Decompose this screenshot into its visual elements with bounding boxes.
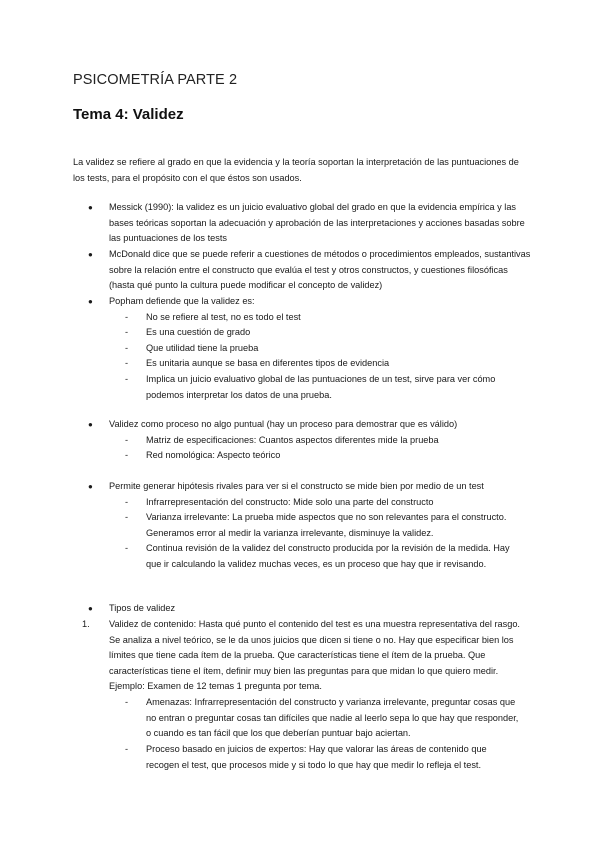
list-item-text: Tipos de validez [109,603,176,613]
list-item [88,200,533,247]
bullet-icon: ● [88,297,93,306]
bullet-icon: ● [88,420,93,429]
number-marker: 1. [82,619,90,629]
bullet-icon: ● [88,604,93,613]
sub-list-item [125,541,520,572]
sub-list-item [125,341,520,357]
list-item-text: Messick (1990): la validez es un juicio evaluativo global del grado en que la evidencia empírica y las bases teóricas soportan la adecuación y aprobación de las interpretaciones y acciones basadas sobre las puntuaciones de los tests [109,202,525,244]
sub-list-item-text: Varianza irrelevante: La prueba mide aspectos que no son relevantes para el constructo. Generamos error al medir la varianza irrelevante, disminuye la validez. [146,512,507,538]
bullet-icon: ● [88,250,93,259]
sub-list-item [125,495,520,511]
bullet-icon: ● [88,203,93,212]
list-item [88,479,533,495]
sub-list-item [125,310,520,326]
dash-marker: - [125,512,129,522]
dash-marker: - [125,543,129,553]
dash-marker: - [125,343,129,353]
document-title: PSICOMETRÍA PARTE 2 [73,72,238,88]
list-item [88,417,533,433]
list-item [88,247,533,294]
dash-marker: - [125,312,129,322]
sub-list-item-text: Infrarrepresentación del constructo: Mide solo una parte del constructo [146,497,434,507]
sub-list-item-text: Red nomológica: Aspecto teórico [146,450,281,460]
sub-list-item-text: Matriz de especificaciones: Cuantos aspectos diferentes mide la prueba [146,435,439,445]
dash-marker: - [125,744,129,754]
sub-list-item [125,433,520,449]
dash-marker: - [125,327,129,337]
dash-marker: - [125,374,129,384]
sub-list-item [125,325,520,341]
sub-list-item [125,742,520,773]
numbered-item [82,617,533,695]
sub-list-item-text: Amenazas: Infrarrepresentación del constructo y varianza irrelevante, preguntar cosas que no entran o preguntar cosas tan difíciles que nadie al leerlo sepa lo que hay que responder, o cuando es tan fácil que los que deberían puntuar bajo aciertan. [146,697,519,739]
sub-list-item-text: No se refiere al test, no es todo el test [146,312,301,322]
bullet-icon: ● [88,482,93,491]
list-item [88,294,533,310]
list-item-text: Validez como proceso no algo puntual (hay un proceso para demostrar que es válido) [109,419,458,429]
sub-list-item-text: Proceso basado en juicios de expertos: Hay que valorar las áreas de contenido que recogen el test, que procesos mide y si todo lo que hay que medir lo refleja el test. [146,744,487,770]
sub-list-item-text: Es unitaria aunque se basa en diferentes tipos de evidencia [146,358,390,368]
list-item-text: McDonald dice que se puede referir a cuestiones de métodos o procedimientos empleados, sustantivas sobre la relación entre el constructo que evalúa el test y otros constructos, y cuestiones filosóficas (hasta qué punto la cultura puede modificar el concepto de validez) [109,249,531,291]
section-heading: Tema 4: Validez [73,106,184,123]
dash-marker: - [125,497,129,507]
sub-list-item-text: Implica un juicio evaluativo global de las puntuaciones de un test, sirve para ver cómo podemos interpretar los datos de una prueba. [146,374,496,400]
list-item-text: Popham defiende que la validez es: [109,296,255,306]
sub-list-item [125,510,520,541]
sub-list-item-text: Que utilidad tiene la prueba [146,343,259,353]
sub-list-item [125,448,520,464]
dash-marker: - [125,435,129,445]
sub-list-item [125,695,520,742]
sub-list-item-text: Continua revisión de la validez del constructo producida por la revisión de la medida. Hay que ir calculando la validez muchas veces, es un proceso que hay que ir revisando. [146,543,510,569]
list-item-text: Permite generar hipótesis rivales para ver si el constructo se mide bien por medio de un test [109,481,484,491]
dash-marker: - [125,450,129,460]
dash-marker: - [125,697,129,707]
list-item [88,601,533,617]
sub-list-item-text: Es una cuestión de grado [146,327,251,337]
numbered-item-text: Validez de contenido: Hasta qué punto el contenido del test es una muestra representativa del rasgo. Se analiza a nivel teórico, se le da unos juicios que dicen si tiene o no. Hay que especificar bien los límites que tiene cada ítem de la prueba. Que características tiene el ítem de la prueba. Que características tiene el ítem, definir muy bien las preguntas para que midan lo que quiero medir. Ejemplo: Examen de 12 temas 1 pregunta por tema. [109,619,520,692]
sub-list-item [125,372,520,403]
intro-paragraph: La validez se refiere al grado en que la evidencia y la teoría soportan la interpretación de las puntuaciones de los tests, para el propósito con el que éstos son usados. [73,157,519,183]
dash-marker: - [125,358,129,368]
sub-list-item [125,356,520,372]
